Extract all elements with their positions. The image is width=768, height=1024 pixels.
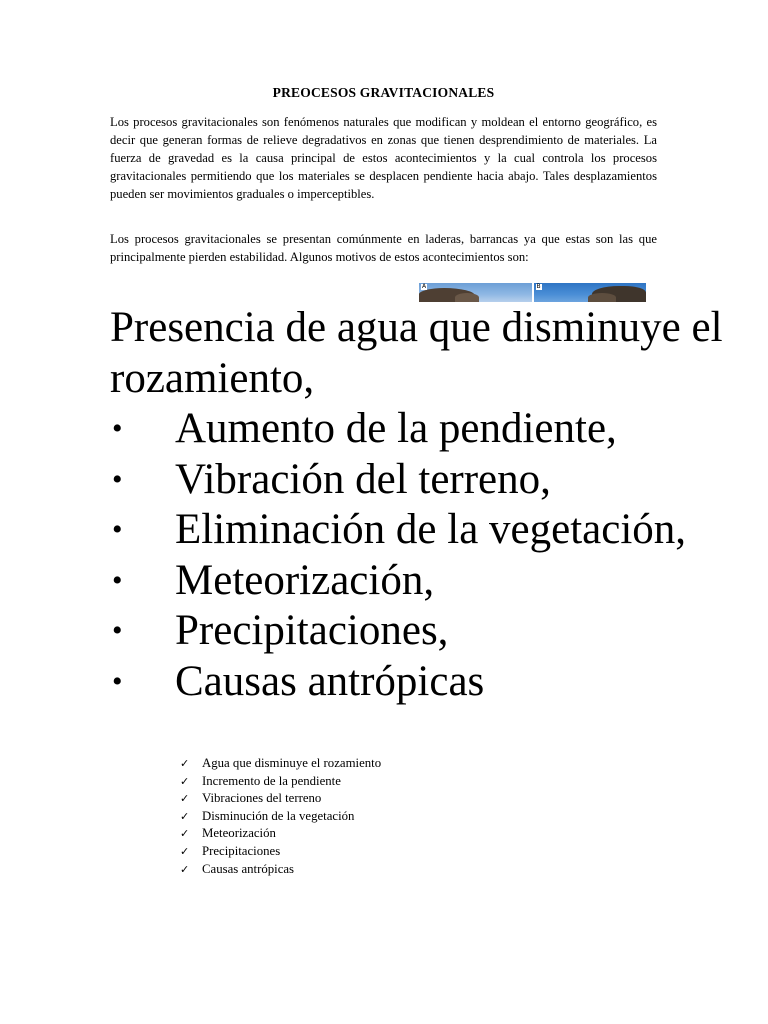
checkmark-icon: ✓	[180, 809, 190, 823]
rock-fall-photo	[534, 283, 647, 302]
check-list-item	[180, 773, 381, 791]
slide-list-item-text: Aumento de la pendiente,	[175, 405, 617, 452]
checkmark-icon: ✓	[180, 862, 190, 876]
check-list-item	[180, 861, 381, 879]
check-list-item-text: Precipitaciones	[202, 843, 281, 858]
bullet-icon: •	[112, 462, 123, 496]
slide-list-item-text: Precipitaciones,	[175, 607, 449, 654]
landslide-photo	[419, 283, 532, 302]
slide-list-item	[110, 606, 730, 657]
photo-label-a: A	[422, 283, 427, 290]
checkmark-icon: ✓	[180, 757, 190, 770]
checkmark-icon: ✓	[180, 774, 190, 788]
slide-list-item-text: Eliminación de la vegetación,	[175, 506, 687, 553]
check-list-item	[180, 825, 381, 843]
check-list-item-text: Incremento de la pendiente	[202, 773, 341, 788]
slide-list-item	[110, 404, 730, 455]
slide-list-item	[110, 455, 730, 506]
slide-list-item-text: Causas antrópicas	[175, 657, 485, 705]
check-list-item-text: Meteorización	[202, 826, 276, 841]
slide-list-item	[110, 505, 730, 556]
intro-paragraph: Los procesos gravitacionales son fenómenos naturales que modifican y moldean el entorno geográfico, es decir que generan formas de relieve degradativos en zonas que tienen desprendimiento de materiales. La fuerza de gravedad es la causa principal de estos acontecimientos y la cual controla los procesos gravitacionales permitiendo que los materiales se desplacen pendiente hacia abajo. Tales desplazamientos pueden ser movimientos graduales o imperceptibles.	[110, 115, 657, 201]
slide-list-item-text: Vibración del terreno,	[175, 455, 551, 503]
rock-shape	[455, 293, 479, 302]
rock-shape	[588, 293, 616, 302]
slide-causes-list	[110, 303, 730, 707]
checkmark-icon: ✓	[180, 827, 190, 841]
bullet-icon: •	[112, 563, 123, 597]
slide-list-item	[110, 556, 730, 607]
photo-label-b: B	[536, 283, 541, 290]
document-title: PREOCESOS GRAVITACIONALES	[272, 85, 495, 100]
check-list-item	[180, 755, 381, 773]
checkmark-icon: ✓	[180, 792, 190, 806]
check-causes-list	[180, 755, 381, 878]
bullet-icon: •	[112, 412, 123, 445]
slide-list-item	[110, 657, 730, 708]
check-list-item-text: Vibraciones del terreno	[202, 791, 322, 806]
check-list-item	[180, 790, 381, 808]
bullet-icon: •	[112, 614, 123, 647]
check-list-item-text: Causas antrópicas	[202, 861, 295, 876]
photo-strip	[419, 283, 646, 302]
check-list-item-text: Agua que disminuye el rozamiento	[202, 756, 382, 770]
check-list-item-text: Disminución de la vegetación	[202, 808, 355, 823]
slide-list-lead: Presencia de agua que disminuye el rozamiento,	[110, 304, 723, 402]
bullet-icon: •	[112, 513, 123, 546]
bullet-icon: •	[112, 664, 123, 698]
check-list-item	[180, 808, 381, 826]
causes-intro-paragraph: Los procesos gravitacionales se presentan comúnmente en laderas, barrancas ya que estas son las que principalmente pierden estabilidad. Algunos motivos de estos acontecimientos son:	[110, 232, 657, 264]
check-list-item	[180, 843, 381, 861]
slide-list-item-text: Meteorización,	[175, 556, 435, 604]
checkmark-icon: ✓	[180, 844, 190, 858]
